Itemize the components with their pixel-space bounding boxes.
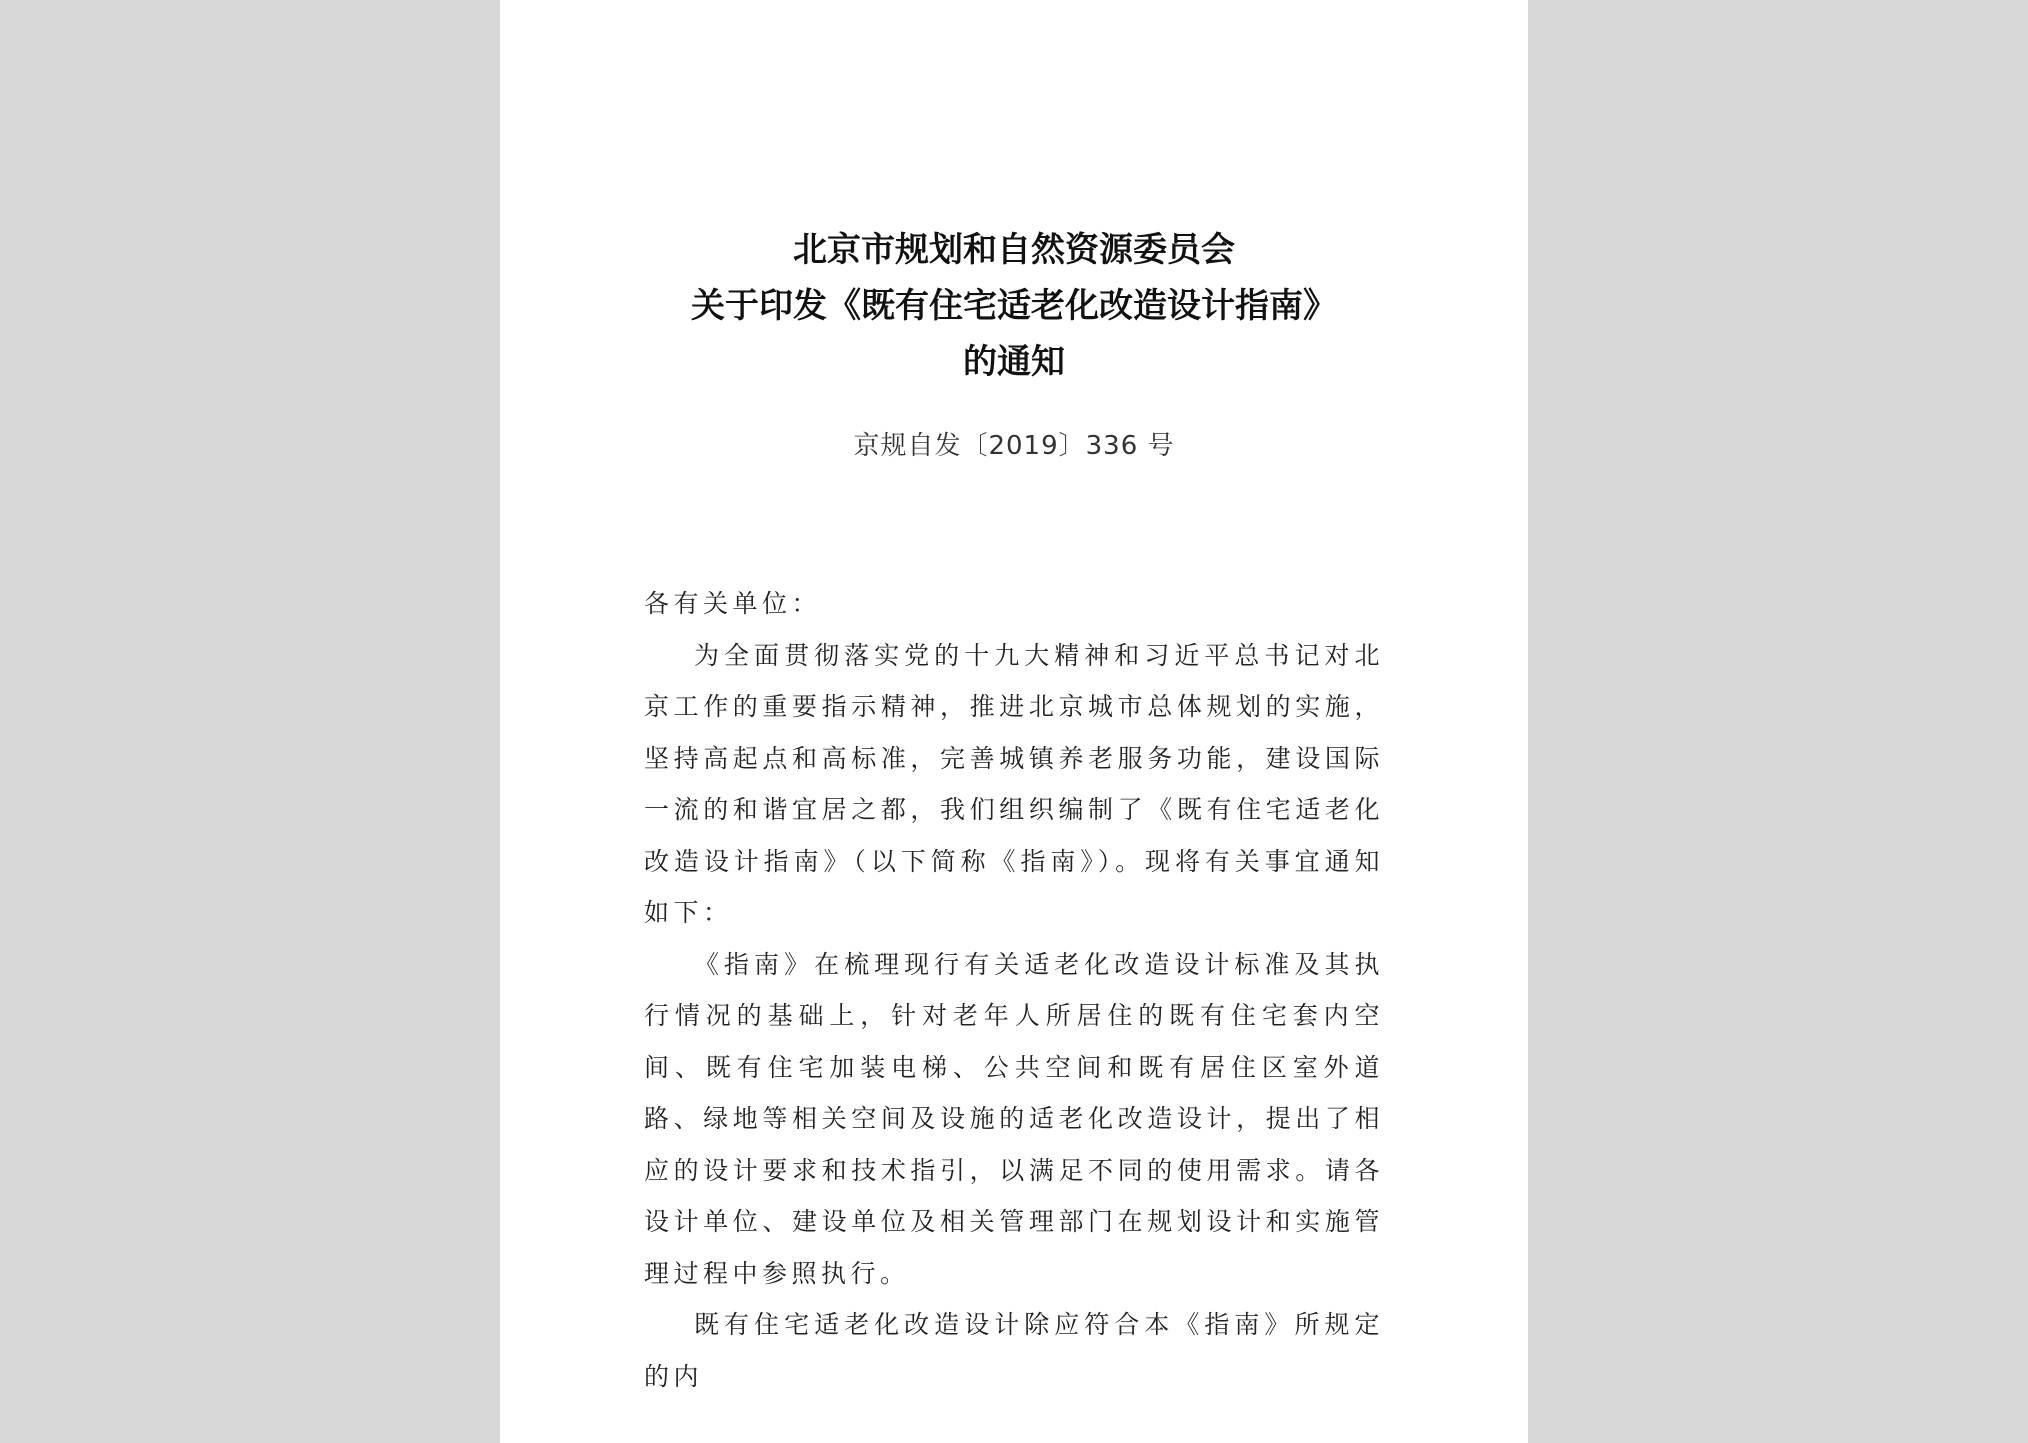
- document-number: 京规自发〔2019〕336 号: [853, 431, 1175, 461]
- title-line-2: 关于印发《既有住宅适老化改造设计指南》: [691, 286, 1337, 326]
- paragraph-3: 既有住宅适老化改造设计除应符合本《指南》所规定的内: [644, 1310, 1384, 1391]
- salutation: 各有关单位：: [644, 589, 822, 618]
- title-line-3: 的通知: [963, 342, 1065, 382]
- title-line-1: 北京市规划和自然资源委员会: [793, 230, 1235, 270]
- paragraph-2: 《指南》在梳理现行有关适老化改造设计标准及其执行情况的基础上，针对老年人所居住的既有住宅套内空间、既有住宅加装电梯、公共空间和既有居住区室外道路、绿地等相关空间及设施的适老化改造设计，提出了相应的设计要求和技术指引，以满足不同的使用需求。请各设计单位、建设单位及相关管理部门在规划设计和实施管理过程中参照执行。: [644, 949, 1384, 1288]
- paragraph-1: 为全面贯彻落实党的十九大精神和习近平总书记对北京工作的重要指示精神，推进北京城市总体规划的实施，坚持高起点和高标准，完善城镇养老服务功能，建设国际一流的和谐宜居之都，我们组织编制了《既有住宅适老化改造设计指南》（以下简称《指南》）。现将有关事宜通知如下：: [644, 640, 1384, 927]
- document-page: [500, 0, 1528, 1443]
- document-title: [500, 222, 1528, 390]
- document-body: [644, 578, 1384, 1402]
